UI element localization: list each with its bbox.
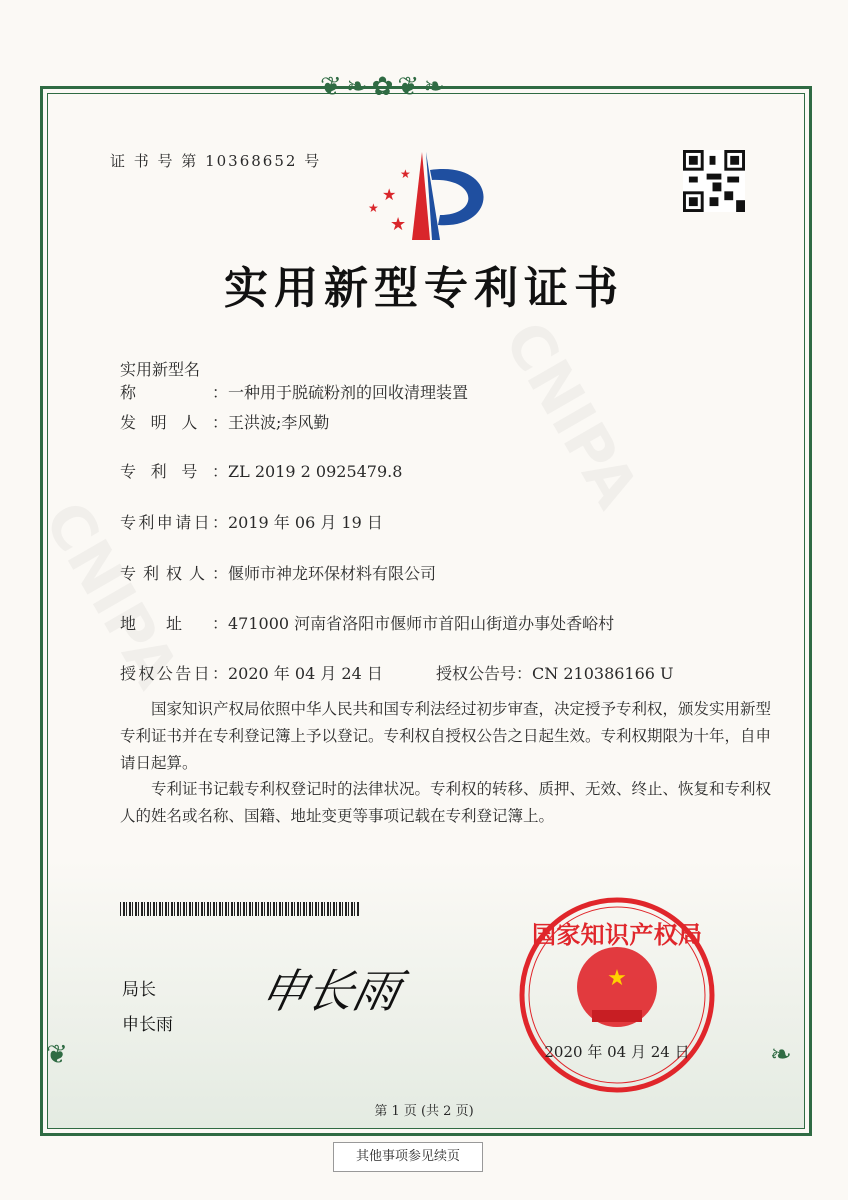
field-value: 王洪波;李风勤 [228,413,330,432]
qr-code [683,150,745,212]
field-label: 实用新型名称： [120,360,228,402]
corner-ornament-icon: ❦ [46,1040,68,1070]
director-signature: 申长雨 [255,964,406,1018]
corner-ornament-icon: ❧ [770,1040,792,1070]
certificate-title: 实用新型专利证书 [224,263,624,314]
field-announcement-number [436,661,674,684]
field-label: 专利权人： [120,564,228,583]
field-label: 发明人： [120,413,228,432]
field-label: 专利号： [120,462,228,481]
field-label: 授权公告号： [436,664,533,683]
field-patentee [120,561,436,584]
page-info: 第 1 页 (共 2 页) [374,1104,474,1119]
field-patent-number [120,459,402,482]
director-title: 局长 [122,980,156,1000]
cnipa-logo-icon [360,150,490,245]
field-label: 地址： [120,614,228,633]
field-application-date [120,510,383,533]
certificate-number: 证 书 号 第 10368652 号 [110,152,322,170]
seal-text: 国家知识产权局 [532,920,702,949]
svg-text:★: ★ [368,201,379,215]
field-value: 偃师市神龙环保材料有限公司 [228,564,437,583]
svg-text:★: ★ [400,167,411,181]
svg-text:★: ★ [382,185,397,204]
svg-text:★: ★ [607,966,627,991]
field-value: 一种用于脱硫粉剂的回收清理装置 [228,383,469,402]
field-value: 2019 年 06 月 19 日 [228,513,383,532]
statement-paragraph: 国家知识产权局依照中华人民共和国专利法经过初步审查，决定授予专利权，颁发实用新型专利证书并在专利登记簿上予以登记。专利权自授权公告之日起生效。专利权期限为十年，自申请日起算。 [120,700,772,772]
field-label: 授权公告日： [120,664,228,683]
field-grant-date [120,661,383,684]
continued-note: 其他事项参见续页 [333,1142,483,1172]
statement-paragraph: 专利证书记载专利权登记时的法律状况。专利权的转移、质押、无效、终止、恢复和专利权人的姓名或名称、国籍、地址变更等事项记载在专利登记簿上。 [120,780,772,825]
top-ornament-icon: ❦❧✿❦❧ [320,72,449,102]
field-value: 2020 年 04 月 24 日 [228,664,383,683]
field-value: ZL 2019 2 0925479.8 [228,462,403,481]
official-seal [512,895,722,1095]
svg-text:★: ★ [390,214,407,235]
seal-date: 2020 年 04 月 24 日 [544,1043,690,1061]
field-utility-model-name [120,357,468,403]
field-address [120,611,614,634]
barcode [120,902,360,916]
field-value: 471000 河南省洛阳市偃师市首阳山街道办事处香峪村 [228,614,615,633]
field-value: CN 210386166 U [532,664,674,683]
field-label: 专利申请日： [120,513,228,532]
director-name: 申长雨 [122,1015,173,1035]
field-inventor [120,410,329,433]
